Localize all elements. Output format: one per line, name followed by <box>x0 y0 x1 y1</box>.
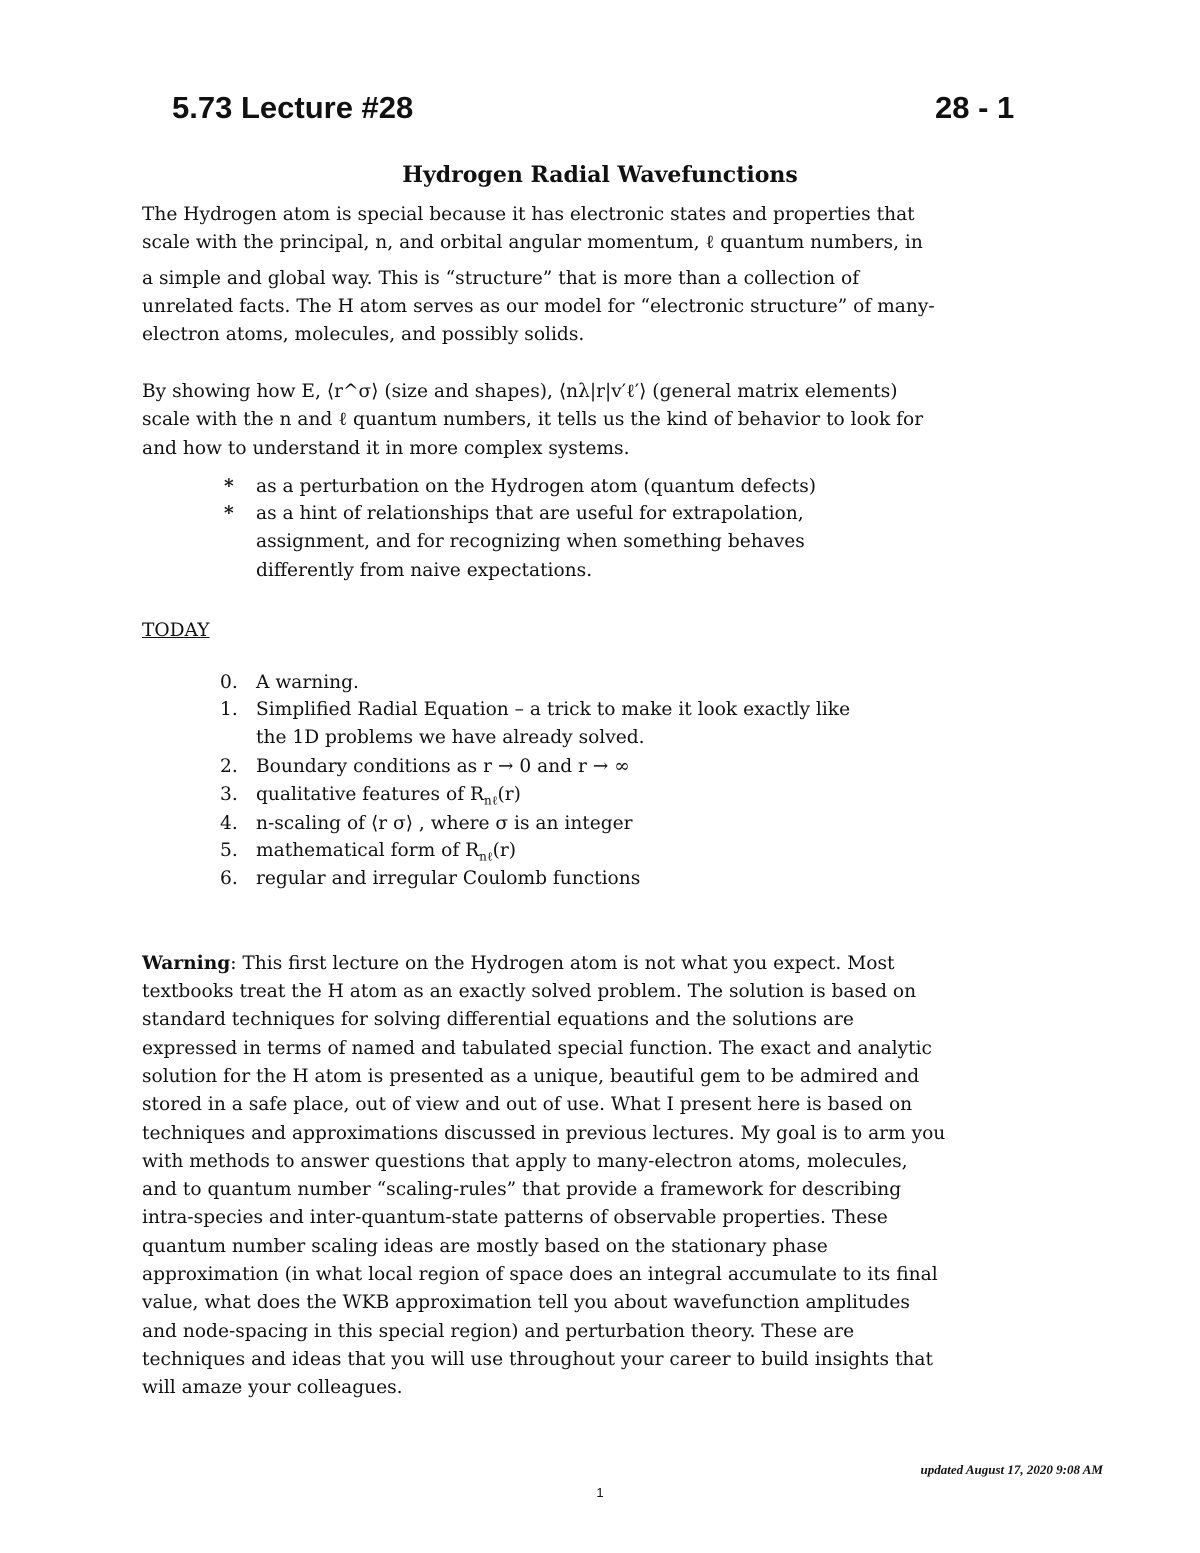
lecture-number: 5.73 Lecture #28 <box>172 90 414 125</box>
list-item <box>220 812 633 836</box>
text-line: textbooks treat the H atom as an exactly solved problem. The solution is based on <box>142 981 917 1002</box>
text-line: and to quantum number “scaling-rules” that provide a framework for describing <box>142 1179 902 1201</box>
item-text: mathematical form of R <box>256 840 480 861</box>
text-line: expressed in terms of named and tabulated special function. The exact and analytic <box>142 1037 932 1059</box>
subscript: nℓ <box>484 793 498 808</box>
text-line: will amaze your colleagues. <box>142 1377 403 1399</box>
text-line <box>142 952 894 976</box>
item-text: the 1D problems we have already solved. <box>256 727 645 748</box>
list-item <box>220 671 359 695</box>
text-line: with methods to answer questions that apply to many-electron atoms, molecules, <box>142 1150 908 1172</box>
bullet-item <box>224 502 804 526</box>
text-line: a simple and global way. This is “structure” that is more than a collection of <box>142 268 860 289</box>
text-line: techniques and approximations discussed in previous lectures. My goal is to arm you <box>142 1122 946 1144</box>
list-item <box>220 755 630 779</box>
item-text: (r) <box>492 840 517 861</box>
document-title: Hydrogen Radial Wavefunctions <box>402 162 798 188</box>
item-text: Boundary conditions as r → 0 and r → ∞ <box>256 756 630 777</box>
list-item <box>220 867 640 891</box>
item-text: Simplified Radial Equation – a trick to make it look exactly like <box>256 699 851 720</box>
text-line: electron atoms, molecules, and possibly solids. <box>142 324 585 345</box>
text-line: By showing how E, ⟨r^σ⟩ (size and shapes), ⟨nλ|r|v′ℓ′⟩ (general matrix elements) <box>142 381 898 402</box>
bullet-text: as a perturbation on the Hydrogen atom (quantum defects) <box>256 476 817 497</box>
bullet-text: differently from naive expectations. <box>256 560 593 581</box>
text-line: techniques and ideas that you will use throughout your career to build insights that <box>142 1348 933 1370</box>
page-label: 28 - 1 <box>935 90 1015 125</box>
text-line: The Hydrogen atom is special because it has electronic states and properties that <box>142 204 915 225</box>
text-line: and how to understand it in more complex systems. <box>142 438 630 459</box>
item-number: 2. <box>220 756 238 777</box>
bullet-text: as a hint of relationships that are useful for extrapolation, <box>256 503 804 524</box>
text-line: standard techniques for solving differential equations and the solutions are <box>142 1009 854 1031</box>
subscript: nℓ <box>479 849 493 864</box>
text-line: solution for the H atom is presented as a unique, beautiful gem to be admired and <box>142 1065 920 1087</box>
text-line: stored in a safe place, out of view and out of use. What I present here is based on <box>142 1094 913 1116</box>
text-line: quantum number scaling ideas are mostly based on the stationary phase <box>142 1235 828 1257</box>
asterisk-bullet: * <box>224 503 234 524</box>
list-item <box>220 783 521 813</box>
item-number: 1. <box>220 699 238 720</box>
text-line: unrelated facts. The H atom serves as our model for “electronic structure” of many- <box>142 296 935 317</box>
item-number: 0. <box>220 672 238 693</box>
asterisk-bullet: * <box>224 476 234 497</box>
list-item <box>220 839 516 869</box>
item-text: qualitative features of R <box>256 784 485 805</box>
text-line: approximation (in what local region of space does an integral accumulate to its final <box>142 1264 938 1285</box>
text-line: scale with the principal, n, and orbital angular momentum, ℓ quantum numbers, in <box>142 232 923 253</box>
item-number: 6. <box>220 868 238 889</box>
text-line: scale with the n and ℓ quantum numbers, it tells us the kind of behavior to look for <box>142 409 924 430</box>
text: : This first lecture on the Hydrogen atom is not what you expect. Most <box>230 953 895 974</box>
bullet-text: assignment, and for recognizing when something behaves <box>256 531 805 552</box>
bullet-item <box>224 475 816 499</box>
text-line: value, what does the WKB approximation tell you about wavefunction amplitudes <box>142 1292 910 1314</box>
text-line: intra-species and inter-quantum-state patterns of observable properties. These <box>142 1207 888 1229</box>
today-heading: TODAY <box>142 620 210 641</box>
item-text: regular and irregular Coulomb functions <box>256 868 641 889</box>
item-text: (r) <box>497 784 521 805</box>
item-number: 3. <box>220 784 238 805</box>
item-text: A warning. <box>256 672 359 693</box>
updated-timestamp: updated August 17, 2020 9:08 AM <box>920 1462 1103 1477</box>
warning-label: Warning <box>142 953 231 974</box>
text-line: and node-spacing in this special region) and perturbation theory. These are <box>142 1320 855 1342</box>
item-number: 5. <box>220 840 238 861</box>
item-number: 4. <box>220 813 238 834</box>
item-text: n-scaling of ⟨r σ⟩ , where σ is an integer <box>256 813 633 834</box>
list-item <box>220 698 850 722</box>
page-number: 1 <box>596 1485 604 1500</box>
